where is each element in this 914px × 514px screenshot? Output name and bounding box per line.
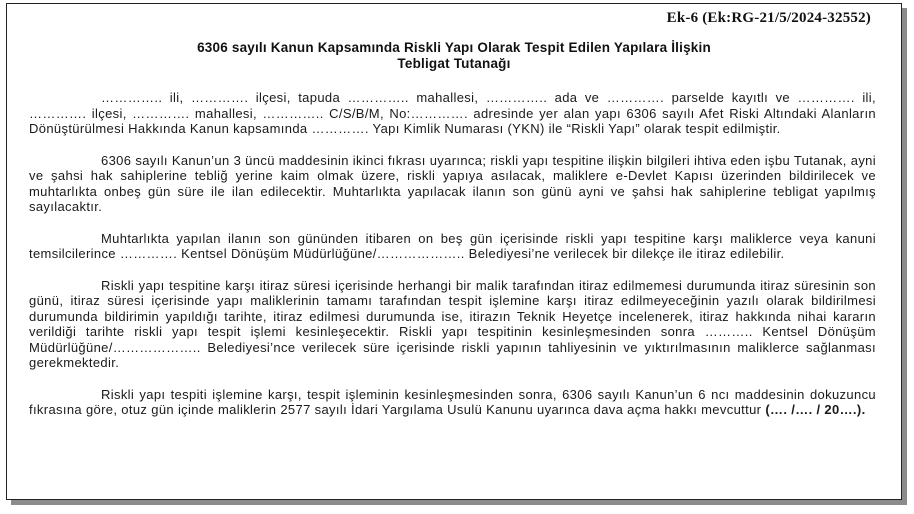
lawsuit-text: Riskli yapı tespiti işlemine karşı, tespit işleminin kesinleşmesinden sonra, 6306 sayılı Kanun’un 6 ncı maddesinin dokuzuncu fıkrasına göre, otuz gün içinde maliklerin 2577 sayılı İdari Yargılama Usulü Kanunu uyarınca dava açma hakkı mevcuttur [29, 386, 876, 417]
paragraph-address: ………….. ili, …………. ilçesi, tapuda ………….. mahallesi, ………….. ada ve …………. parselde kayıtlı ve …………. ili, …………. ilçesi, …………. mahallesi, ………….. C/S/B/M, No:…………. adresinde yer alan yapı 6306 sayılı Afet Riski Altındaki Alanların Dönüştürülmesi Hakkında Kanun kapsamında …………. Yapı Kimlik Numarası (YKN) ile “Riskli Yapı” olarak tespit edilmiştir. [29, 90, 876, 136]
paragraph-objection: Muhtarlıkta yapılan ilanın son gününden itibaren on beş gün içerisinde riskli yapı tespitine karşı maliklerce veya kanuni temsilcilerince …………. Kentsel Dönüşüm Müdürlüğüne/……………….. Belediyesi’ne verilecek bir dilekçe ile itiraz edilebilir. [29, 230, 876, 261]
paragraph-lawsuit [29, 387, 876, 418]
document-frame [6, 3, 902, 500]
title-line-2: Tebligat Tutanağı [397, 56, 511, 71]
title-line-1: 6306 sayılı Kanun Kapsamında Riskli Yapı Olarak Tespit Edilen Yapılara İlişkin [197, 40, 711, 55]
document-reference: Ek-6 (Ek:RG-21/5/2024-32552) [666, 10, 871, 26]
paragraph-notification: 6306 sayılı Kanun’un 3 üncü maddesinin ikinci fıkrası uyarınca; riskli yapı tespitine ilişkin bilgileri ihtiva eden işbu Tutanak, ayni ve şahsi hak sahiplerine tebliğ yerine kaim olmak üzere, riskli yapıya asılacak, maliklere e-Devlet Kapısı üzerinden bildirilecek ve muhtarlıkta onbeş gün süre ile ilan edilecektir. Muhtarlıkta yapılacak ilanın son günü ayni ve şahsi hak sahiplerine tebligat yapılmış sayılacaktır. [29, 152, 876, 214]
date-placeholder: (…. /…. / 20….). [765, 402, 866, 417]
document-title [27, 40, 881, 72]
document-body [29, 90, 876, 434]
paragraph-finalization: Riskli yapı tespitine karşı itiraz süresi içerisinde herhangi bir malik tarafından itiraz edilmemesi durumunda itiraz süresinin son günü, itiraz süresi içerisinde yapı maliklerinin tamamı tarafından tespit işlemine karşı itiraz edilmeyeceğinin yazılı olarak bildirilmesi durumunda bildirimin yapıldığı tarihte, itiraz edilmesi durumunda ise, itirazın Teknik Heyetçe incelenerek, itiraz hakkında nihai kararın verildiği tarihte riskli yapı tespit işlemi kesinleşecektir. Riskli yapı tespitinin kesinleşmesinden sonra ……….. Kentsel Dönüşüm Müdürlüğüne/……………….. Belediyesi’nce verilecek süre içerisinde riskli yapının tahliyesinin ve yıktırılmasının maliklerce sağlanması gerekmektedir. [29, 277, 876, 370]
